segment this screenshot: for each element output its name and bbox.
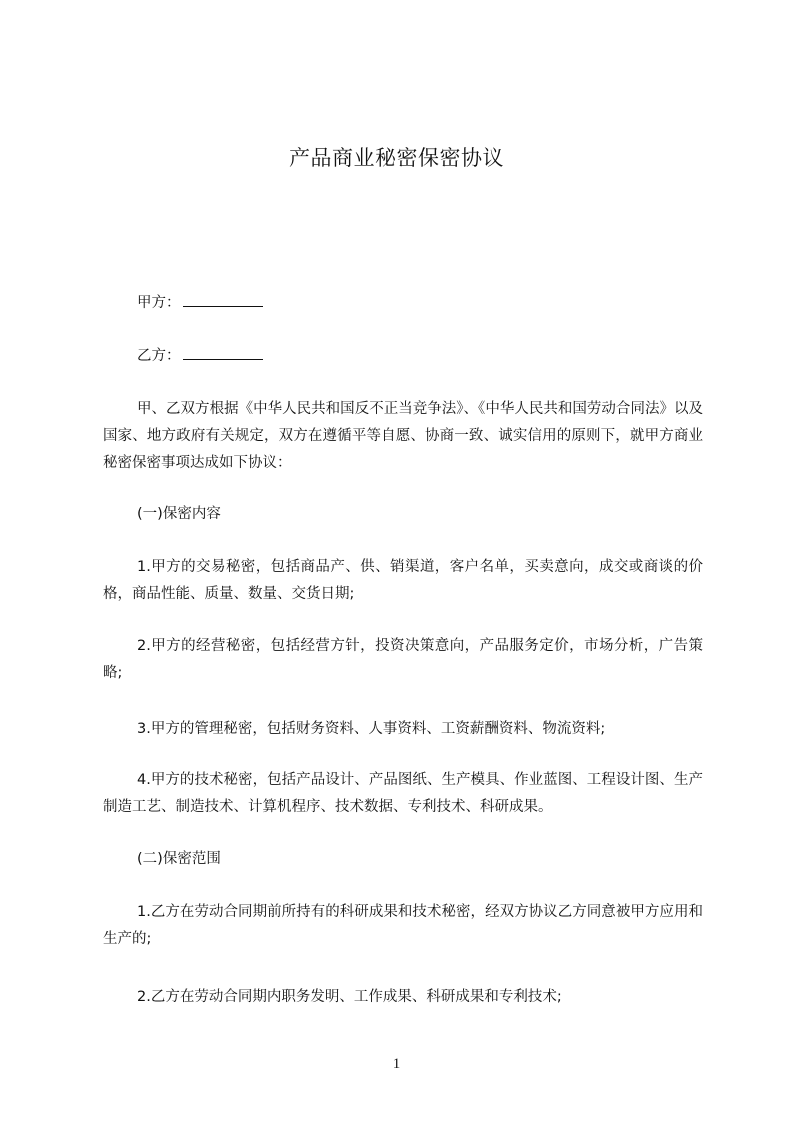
section-2-item-2: 2.乙方在劳动合同期内职务发明、工作成果、科研成果和专利技术;: [137, 989, 562, 1005]
section-1-item-2: 2.甲方的经营秘密，包括经营方针，投资决策意向，产品服务定价，市场分析，广告策略;: [103, 638, 703, 681]
page-number: 1: [392, 1056, 401, 1072]
section-2-heading: (二)保密范围: [137, 851, 221, 867]
party-b-line: [137, 345, 263, 366]
preamble-paragraph: 甲、乙双方根据《中华人民共和国反不正当竞争法》、《中华人民共和国劳动合同法》以及国家、地方政府有关规定，双方在遵循平等自愿、协商一致、诚实信用的原则下，就甲方商业秘密保密事项达成如下协议：: [103, 401, 703, 471]
section-1-item-4: 4.甲方的技术秘密，包括产品设计、产品图纸、生产模具、作业蓝图、工程设计图、生产制造工艺、制造技术、计算机程序、技术数据、专利技术、科研成果。: [103, 772, 703, 815]
document-title: 产品商业秘密保密协议: [289, 146, 504, 170]
section-1-heading: (一)保密内容: [137, 506, 221, 522]
party-b-label: 乙方：: [137, 348, 181, 364]
party-b-blank: [183, 345, 263, 360]
section-2-item-1: 1.乙方在劳动合同期前所持有的科研成果和技术秘密，经双方协议乙方同意被甲方应用和生产的;: [103, 904, 703, 947]
party-a-blank: [183, 292, 263, 307]
section-1-item-3: 3.甲方的管理秘密，包括财务资料、人事资料、工资薪酬资料、物流资料;: [137, 721, 606, 737]
party-a-label: 甲方：: [137, 295, 181, 311]
party-a-line: [137, 292, 263, 313]
section-1-item-1: 1.甲方的交易秘密，包括商品产、供、销渠道，客户名单，买卖意向，成交或商谈的价格，商品性能、质量、数量、交货日期;: [103, 559, 703, 602]
